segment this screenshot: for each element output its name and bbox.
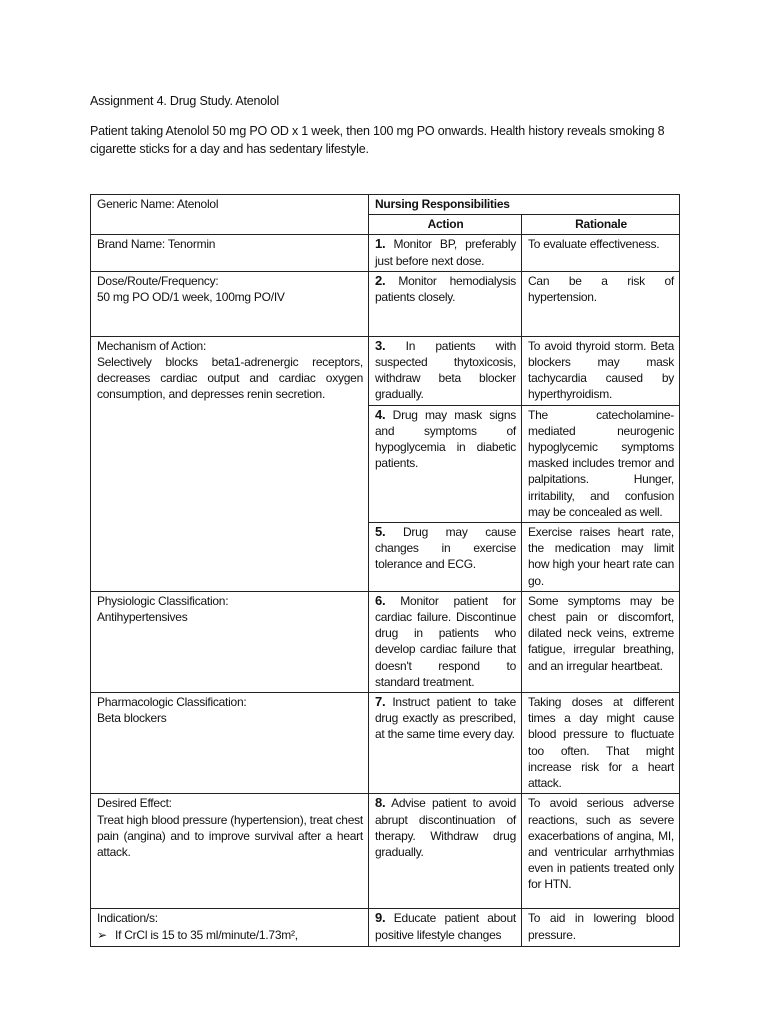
indication-cell bbox=[91, 909, 369, 947]
action-cell-8 bbox=[369, 794, 522, 909]
desired-effect-value: Treat high blood pressure (hypertension), treat chest pain (angina) and to improve survival after a heart attack. bbox=[97, 812, 363, 859]
indication-label: Indication/s: bbox=[97, 911, 158, 926]
action-text: In patients with suspected thytoxicosis, withdraw beta blocker gradually. bbox=[375, 338, 516, 402]
desired-effect-cell bbox=[91, 794, 369, 909]
action-text: Instruct patient to take drug exactly as prescribed, at the same time every day. bbox=[375, 695, 516, 742]
rationale-cell-6: Some symptoms may be chest pain or discomfort, dilated neck veins, extreme fatigue, irregular breathing, and an irregular heartbeat. bbox=[522, 591, 680, 692]
mechanism-label: Mechanism of Action: bbox=[97, 338, 207, 353]
pharmacologic-class-cell bbox=[91, 693, 369, 794]
rationale-cell-2: Can be a risk of hypertension. bbox=[522, 271, 680, 336]
pharmacologic-value: Beta blockers bbox=[97, 711, 167, 726]
rationale-cell-9: To aid in lowering blood pressure. bbox=[522, 909, 680, 947]
action-cell-1 bbox=[369, 235, 522, 271]
indication-value: If CrCl is 15 to 35 ml/minute/1.73m², bbox=[115, 927, 298, 942]
item-number: 5. bbox=[375, 524, 386, 540]
item-number: 8. bbox=[375, 795, 386, 811]
arrow-bullet-icon: ➢ bbox=[97, 927, 107, 942]
generic-name-cell: Generic Name: Atenolol bbox=[91, 195, 369, 235]
nursing-responsibilities-header: Nursing Responsibilities bbox=[369, 195, 680, 215]
dose-label: Dose/Route/Frequency: bbox=[97, 273, 219, 288]
rationale-cell-3: To avoid thyroid storm. Beta blockers may mask tachycardia caused by hyperthyroidism. bbox=[522, 336, 680, 405]
rationale-cell-7: Taking doses at different times a day might cause blood pressure to fluctuate too often. That might increase risk for a heart attack. bbox=[522, 693, 680, 794]
action-header: Action bbox=[369, 215, 522, 235]
physiologic-class-cell bbox=[91, 591, 369, 692]
rationale-cell-5: Exercise raises heart rate, the medication may limit how high your heart rate can go. bbox=[522, 523, 680, 592]
dose-value: 50 mg PO OD/1 week, 100mg PO/IV bbox=[97, 290, 285, 305]
item-number: 7. bbox=[375, 694, 386, 710]
item-number: 1. bbox=[375, 236, 386, 252]
physiologic-value: Antihypertensives bbox=[97, 610, 188, 625]
mechanism-cell bbox=[91, 336, 369, 591]
action-text: Drug may mask signs and symptoms of hypoglycemia in diabetic patients. bbox=[375, 407, 516, 471]
action-text: Monitor patient for cardiac failure. Discontinue drug in patients who develop cardiac failure that doesn't respond to standard treatment. bbox=[375, 593, 516, 689]
action-text: Educate patient about positive lifestyle changes bbox=[375, 911, 516, 942]
drug-study-table bbox=[90, 194, 680, 947]
action-text: Monitor hemodialysis patients closely. bbox=[375, 273, 516, 305]
patient-intro: Patient taking Atenolol 50 mg PO OD x 1 week, then 100 mg PO onwards. Health history reveals smoking 8 cigarette sticks for a day and has sedentary lifestyle. bbox=[90, 124, 665, 156]
mechanism-value: Selectively blocks beta1-adrenergic receptors, decreases cardiac output and cardiac oxygen consumption, and depresses renin secretion. bbox=[97, 355, 363, 402]
action-cell-9 bbox=[369, 909, 522, 947]
rationale-cell-8: To avoid serious adverse reactions, such as severe exacerbations of angina, MI, and ventricular arrhythmias even in patients treated only for HTN. bbox=[522, 794, 680, 909]
action-text: Monitor BP, preferably just before next dose. bbox=[375, 237, 516, 268]
action-cell-4 bbox=[369, 405, 522, 522]
dose-cell bbox=[91, 271, 369, 336]
action-cell-2 bbox=[369, 271, 522, 336]
desired-effect-label: Desired Effect: bbox=[97, 796, 172, 811]
pharmacologic-label: Pharmacologic Classification: bbox=[97, 695, 247, 710]
physiologic-label: Physiologic Classification: bbox=[97, 593, 229, 608]
action-cell-5 bbox=[369, 523, 522, 592]
item-number: 9. bbox=[375, 910, 386, 926]
action-cell-7 bbox=[369, 693, 522, 794]
page-title: Assignment 4. Drug Study. Atenolol bbox=[90, 94, 279, 108]
brand-name-cell: Brand Name: Tenormin bbox=[91, 235, 369, 271]
rationale-cell-1: To evaluate effectiveness. bbox=[522, 235, 680, 271]
action-cell-3 bbox=[369, 336, 522, 405]
item-number: 6. bbox=[375, 592, 386, 608]
item-number: 3. bbox=[375, 337, 386, 353]
rationale-cell-4: The catecholamine-mediated neurogenic hypoglycemic symptoms masked includes tremor and palpitations. Hunger, irritability, and confusion may be concealed as well. bbox=[522, 405, 680, 522]
item-number: 2. bbox=[375, 272, 386, 288]
rationale-header: Rationale bbox=[522, 215, 680, 235]
item-number: 4. bbox=[375, 406, 386, 422]
action-text: Advise patient to avoid abrupt discontinuation of therapy. Withdraw drug gradually. bbox=[375, 796, 516, 859]
action-cell-6 bbox=[369, 591, 522, 692]
action-text: Drug may cause changes in exercise tolerance and ECG. bbox=[375, 525, 516, 572]
indication-bullet bbox=[97, 927, 363, 943]
